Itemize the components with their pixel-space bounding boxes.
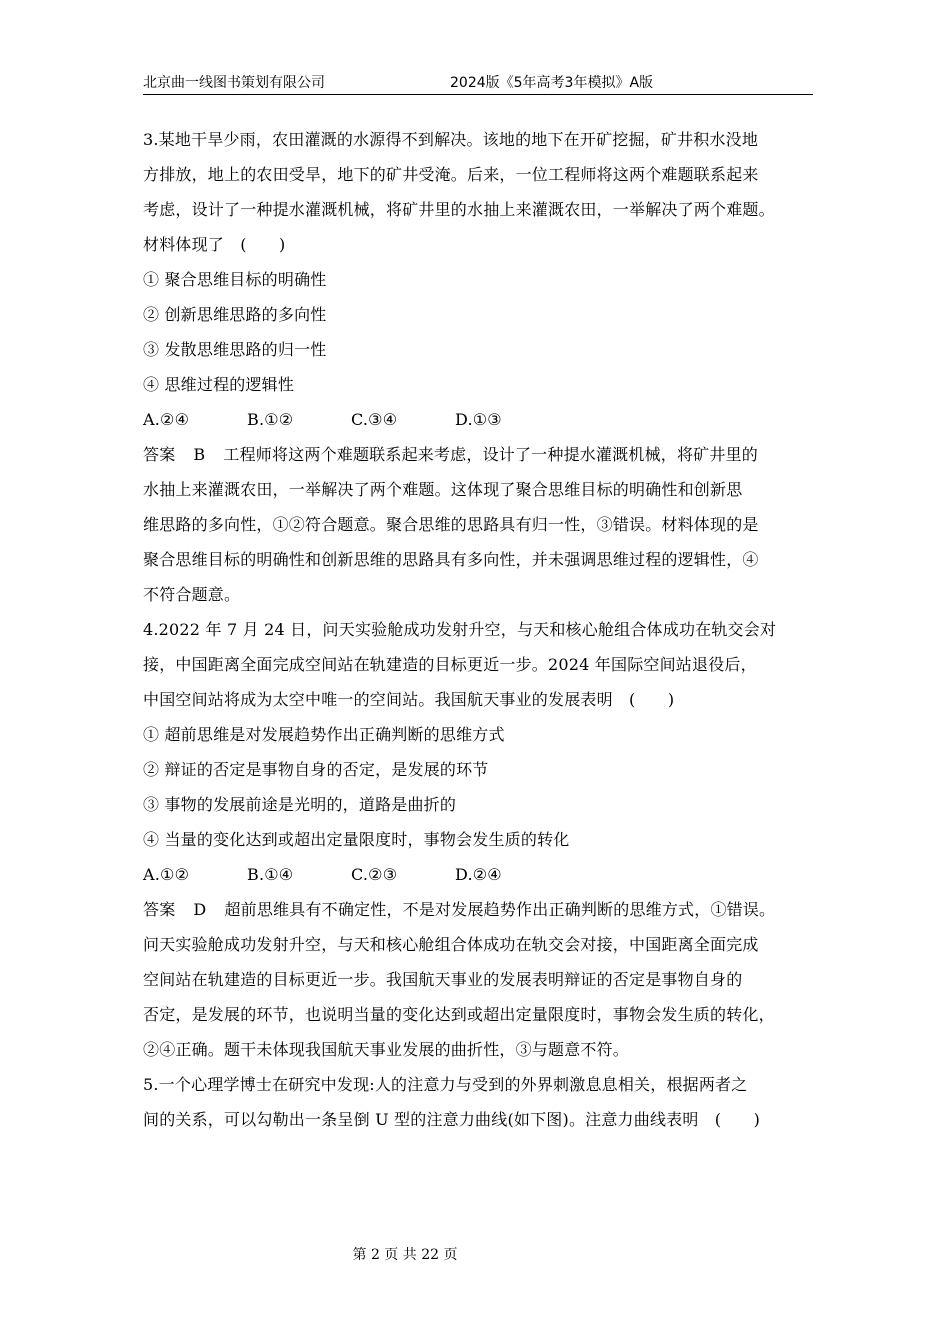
question-5 [143,1067,823,1137]
q4-item: ④ 当量的变化达到或超出定量限度时，事物会发生质的转化 [143,830,570,849]
q3-stem-line: 材料体现了 ( ) [143,235,286,254]
q4-answer-line [143,892,823,927]
q4-stem-line: 中国空间站将成为太空中唯一的空间站。我国航天事业的发展表明 ( ) [143,690,675,709]
q4-option-b: B.①④ [247,865,294,884]
q3-option-c: C.③④ [351,410,398,429]
q4-option-d: D.②④ [455,865,502,884]
q4-explanation-line: 否定，是发展的环节，也说明当量的变化达到或超出定量限度时，事物会发生质的转化， [143,1005,775,1024]
page-header [143,70,813,95]
q3-option-d: D.①③ [455,410,502,429]
q3-options [143,402,823,437]
page-content [143,122,823,1137]
q4-options [143,857,823,892]
q4-explanation-line: 超前思维具有不确定性，不是对发展趋势作出正确判断的思维方式，①错误。 [224,900,776,919]
publisher-name: 北京曲一线图书策划有限公司 [143,75,325,91]
q3-answer-letter: B [193,445,206,464]
q3-item: ② 创新思维思路的多向性 [143,305,327,324]
q3-option-a: A.②④ [143,410,190,429]
q3-explanation-line: 聚合思维目标的明确性和创新思维的思路具有多向性，并未强调思维过程的逻辑性，④ [143,550,759,569]
q4-answer-letter: D [193,900,207,919]
q3-explanation-line: 维思路的多向性，①②符合题意。聚合思维的思路具有归一性，③错误。材料体现的是 [143,515,759,534]
q3-item: ① 聚合思维目标的明确性 [143,270,327,289]
page-footer [0,1244,880,1264]
q5-stem-line: 5.一个心理学博士在研究中发现:人的注意力与受到的外界刺激息息相关，根据两者之 [143,1075,748,1094]
q3-explanation-line: 工程师将这两个难题联系起来考虑，设计了一种提水灌溉机械，将矿井里的 [223,445,758,464]
q4-item: ② 辩证的否定是事物自身的否定，是发展的环节 [143,760,489,779]
q4-stem-line: 4.2022 年 7 月 24 日，问天实验舱成功发射升空，与天和核心舱组合体成功在轨交会对 [143,620,777,639]
q3-answer-label: 答案 [143,445,176,464]
q4-explanation-line: ②④正确。题干未体现我国航天事业发展的曲折性，③与题意不符。 [143,1040,630,1059]
question-3 [143,122,823,612]
q4-item: ③ 事物的发展前途是光明的，道路是曲折的 [143,795,457,814]
q3-option-b: B.①② [247,410,294,429]
q4-explanation-line: 空间站在轨建造的目标更近一步。我国航天事业的发展表明辩证的否定是事物自身的 [143,970,743,989]
q3-stem-line: 考虑，设计了一种提水灌溉机械，将矿井里的水抽上来灌溉农田，一举解决了两个难题。 [143,200,775,219]
q4-item: ① 超前思维是对发展趋势作出正确判断的思维方式 [143,725,505,744]
question-4 [143,612,823,1067]
q3-item: ④ 思维过程的逻辑性 [143,375,295,394]
q4-stem-line: 接，中国距离全面完成空间站在轨建造的目标更近一步。2024 年国际空间站退役后， [143,655,757,674]
book-title: 2024版《5年高考3年模拟》A版 [450,75,654,91]
q3-explanation-line: 水抽上来灌溉农田，一举解决了两个难题。这体现了聚合思维目标的明确性和创新思 [143,480,743,499]
q3-stem-line: 3.某地干旱少雨，农田灌溉的水源得不到解决。该地的地下在开矿挖掘，矿井积水没地 [143,130,759,149]
q4-answer-label: 答案 [143,900,176,919]
q3-stem-line: 方排放，地上的农田受旱，地下的矿井受淹。后来，一位工程师将这两个难题联系起来 [143,165,759,184]
q3-answer-line [143,437,823,472]
page-number: 第 2 页 共 22 页 [352,1247,458,1263]
q4-option-c: C.②③ [351,865,398,884]
q4-explanation-line: 问天实验舱成功发射升空，与天和核心舱组合体成功在轨交会对接，中国距离全面完成 [143,935,759,954]
q4-option-a: A.①② [143,865,190,884]
q3-explanation-line: 不符合题意。 [143,585,241,604]
q5-stem-line: 间的关系，可以勾勒出一条呈倒 U 型的注意力曲线(如下图)。注意力曲线表明 ( ) [143,1110,761,1129]
q3-item: ③ 发散思维思路的归一性 [143,340,327,359]
